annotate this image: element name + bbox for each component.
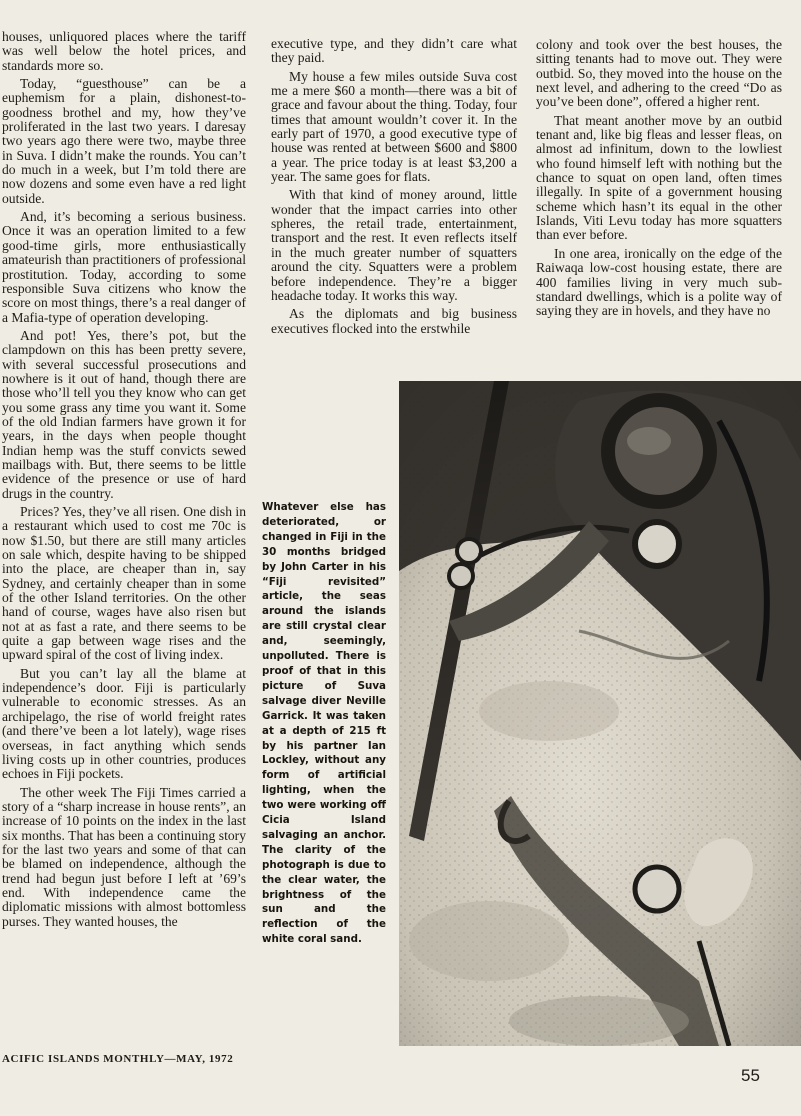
article-paragraph: But you can’t lay all the blame at independence’s door. Fiji is particularly vulnerable to economic stresses. As an archipelago, the rise of world freight rates (and there’ve been a lot lately), wage rises overseas, in fact anything which sends living costs up in other countries, produces echoes in Fiji pockets.: [2, 665, 246, 782]
article-paragraph: houses, unliquored places where the tariff was well below the hotel prices, and standards more so.: [2, 29, 246, 73]
diver-photo-illustration: [399, 381, 801, 1046]
photo-caption: [262, 500, 386, 947]
article-paragraph: With that kind of money around, little wonder that the impact carries into other spheres, the retail trade, entertainment, transport and the rest. It even reflects itself in the much greater number of squatters around the city. Squatters were a problem before independence. They’re a bigger headache today. It works this way.: [271, 187, 517, 303]
article-paragraph: As the diplomats and big business executives flocked into the erstwhile: [271, 306, 517, 336]
article-paragraph: Today, “guesthouse” can be a euphemism for a plain, dishonest-to-goodness brothel and my, how they’ve proliferated in the last two years. I daresay two years ago there were two, maybe three in Suva. I didn’t make the rounds. You can’t do much in a week, but I’m told there are now dozens and some even have a red light outside.: [2, 76, 246, 206]
article-paragraph: executive type, and they didn’t care what they paid.: [271, 36, 517, 66]
article-paragraph: And, it’s becoming a serious business. Once it was an operation limited to a few good-time girls, more enthusiastically amateurish than practitioners of professional prostitution. Today, according to some responsible Suva citizens who know the score on most things, there’s a real danger of a Mafia-type of operation developing.: [2, 209, 246, 325]
magazine-footer: ACIFIC ISLANDS MONTHLY—MAY, 1972: [2, 1053, 234, 1065]
article-paragraph: My house a few miles outside Suva cost me a mere $60 a month—there was a bit of grace and favour about the thing. Today, four times that amount wouldn’t cover it. In the early part of 1970, a good executive type of house was rented at between $600 and $800 a year. The price today is at least $3,200 a year. The same goes for flats.: [271, 68, 517, 185]
article-paragraph: Prices? Yes, they’ve all risen. One dish in a restaurant which used to cost me 70c is now $1.50, but there are still many articles on sale which, despite having to be shipped into the place, are cheaper than in, say Sydney, and certainly cheaper than in some of the other Island territories. On the other hand of course, wages have also risen but not at as fast a rate, and there seems to be quite a gap between wage rises and the upward spiral of the cost of living index.: [2, 504, 246, 663]
article-paragraph: colony and took over the best houses, the sitting tenants had to move out. They were outbid. So, they moved into the house on the next level, and adhering to the creed “Do as you’ve been done”, offered a higher rent.: [536, 37, 782, 110]
article-paragraph: And pot! Yes, there’s pot, but the clampdown on this has been pretty severe, with several successful prosecutions and nowhere is it out of hand, though there are those who’ll tell you they know who can get you some grass any time you want it. Some of the old Indian farmers have grown it for years, in the days when people thought Indian hemp was the stuff convicts sewed mailbags with. But, there seems to be little evidence of the presence or use of hard drugs in the country.: [2, 327, 246, 501]
diver-photograph: [399, 381, 801, 1046]
article-paragraph: The other week The Fiji Times carried a story of a “sharp increase in house rents”, an increase of 10 points on the index in the last six months. That has been a continuing story for the last two years and some of that can be blamed on independence, although the trend had begun just before I left at ’69’s end. With independence came the diplomatic missions with almost bottomless purses. They wanted houses, the: [2, 784, 246, 929]
article-paragraph: That meant another move by an outbid tenant and, like big fleas and lesser fleas, on almost ad infinitum, down to the lowliest who found himself left with nothing but the chance to squat on open land, often times illegally. In spite of a government housing scheme which hasn’t its equal in the other Islands, Viti Levu today has more squatters than ever before.: [536, 112, 782, 243]
photo-caption-text: Whatever else has deteriorated, or changed in Fiji in the 30 months bridged by John Carter in his “Fiji revisited” article, the seas around the islands are still crystal clear and, seemingly, unpolluted. There is proof of that in this picture of Suva salvage diver Neville Garrick. It was taken at a depth of 215 ft by his partner Ian Lockley, without any form of artificial lighting, when the two were working off Cicia Island salvaging an anchor. The clarity of the photograph is due to the clear water, the brightness of the sun and the reflection of the white coral sand.: [262, 501, 386, 946]
article-column-3: [536, 38, 782, 319]
page-number: 55: [741, 1066, 760, 1085]
article-paragraph: In one area, ironically on the edge of the Raiwaqa low-cost housing estate, there are 400 families living in very much sub-standard dwellings, which is a polite way of saying they are in hovels, and they have no: [536, 245, 782, 319]
article-column-2: [271, 37, 517, 336]
article-column-1: [2, 30, 246, 929]
